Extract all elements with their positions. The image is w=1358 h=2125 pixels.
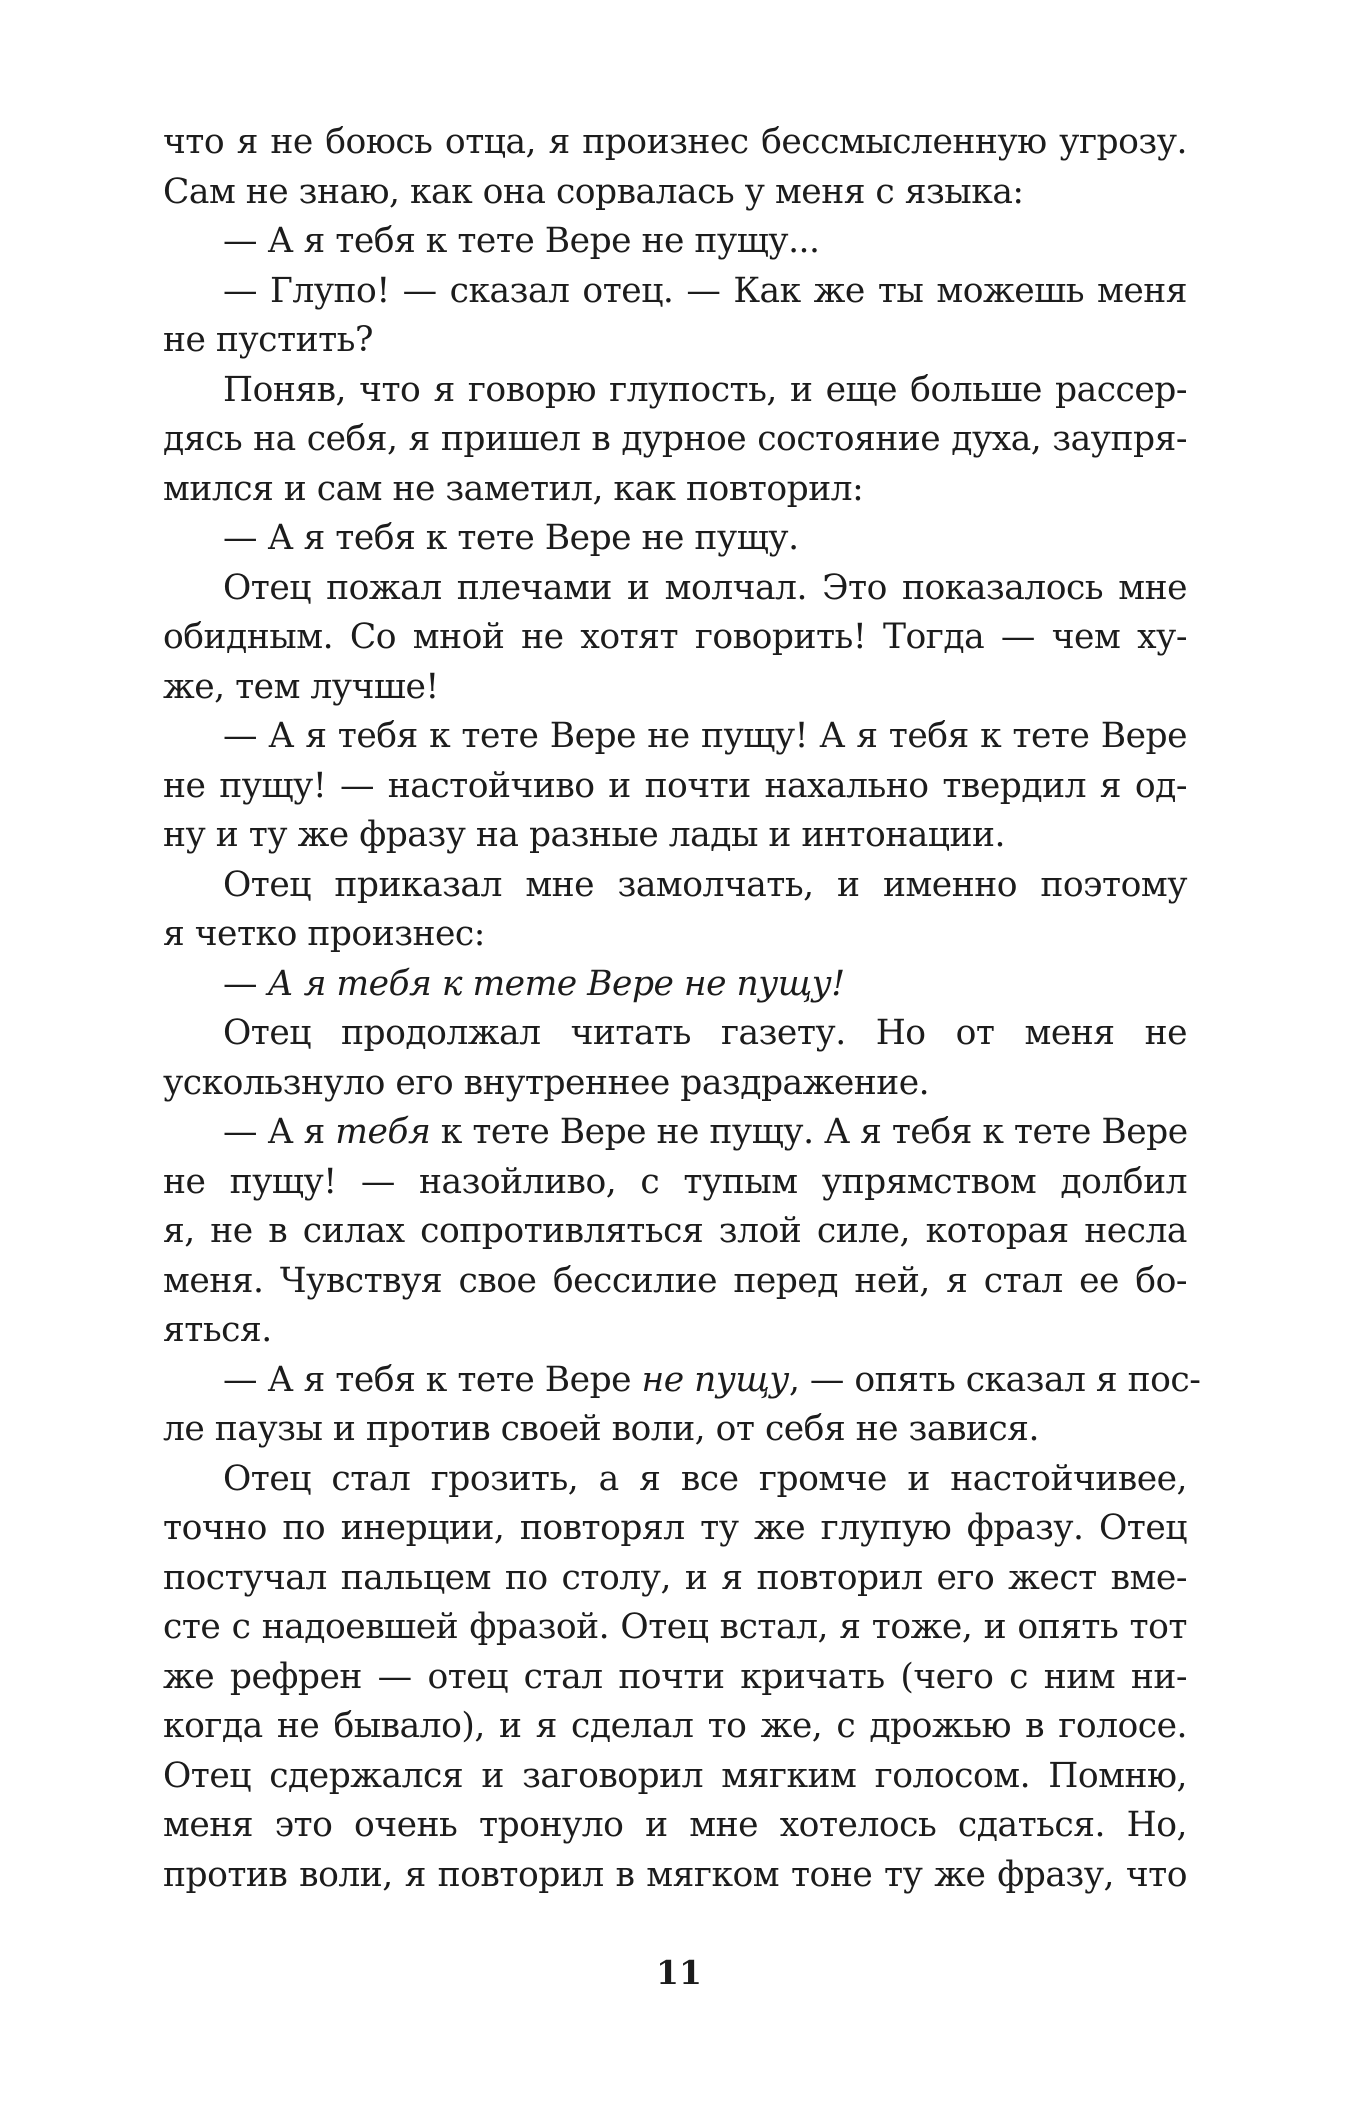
page-number: 11 [656,1953,702,1992]
text-line [163,1504,1187,1554]
text-line [163,1108,1187,1158]
text-segment: Сам не знаю, как она сорвалась у меня с языка: [163,171,1024,212]
text-segment: против воли, я повторил в мягком тоне ту же фразу, что [163,1854,1187,1895]
text-segment: же, тем лучше! [163,666,439,707]
text-line [163,1207,1187,1257]
page-text [163,118,1201,1900]
text-line [163,811,1187,861]
text-line [163,1009,1187,1059]
text-line [163,1851,1187,1901]
text-segment: ну и ту же фразу на разные лады и интонации. [163,815,1005,855]
text-segment: же рефрен — отец стал почти кричать (чего с ним ни- [163,1656,1187,1697]
text-line [163,415,1187,465]
italic-text: А я тебя к тете Вере не пущу! [267,963,845,1004]
text-line [163,1752,1187,1802]
italic-text: тебя [335,1112,431,1152]
text-segment: — А я тебя к тете Вере не пущу... [223,221,820,261]
text-line [163,712,1187,762]
text-segment: я, не в силах сопротивляться злой силе, которая несла [163,1211,1187,1251]
text-line [163,1653,1187,1703]
text-segment: — [223,963,268,1004]
text-segment: Отец пожал плечами и молчал. Это показалось мне [223,567,1187,608]
text-line [163,465,1187,515]
text-segment: не пущу! — настойчиво и почти нахально твердил я од- [163,765,1187,806]
text-line [163,1455,1187,1505]
text-segment: меня. Чувствуя свое бессилие перед ней, я стал ее бо- [163,1260,1187,1301]
text-segment: ускользнуло его внутреннее раздражение. [163,1062,930,1103]
text-segment: обидным. Со мной не хотят говорить! Тогда — чем ху- [163,617,1187,657]
text-line [163,1257,1187,1307]
text-segment: , — опять сказал я пос- [788,1359,1201,1400]
text-segment: Отец сдержался и заговорил мягким голосом. Помню, [163,1755,1187,1796]
text-segment: — А я [223,1112,336,1152]
text-line [163,910,1187,960]
text-segment: постучал пальцем по столу, и я повторил его жест вме- [163,1557,1187,1598]
text-segment: Отец продолжал читать газету. Но от меня не [223,1013,1187,1053]
text-line [163,168,1187,218]
text-segment: сте с надоевшей фразой. Отец встал, я тоже, и опять тот [163,1607,1187,1647]
text-line [163,1356,1201,1406]
text-line [163,564,1187,614]
text-segment: меня это очень тронуло и мне хотелось сдаться. Но, [163,1805,1187,1845]
text-line [163,1801,1187,1851]
text-segment: не пустить? [163,320,373,360]
text-segment: мился и сам не заметил, как повторил: [163,468,864,509]
text-segment: не пущу! — назойливо, с тупым упрямством долбил [163,1161,1187,1202]
text-line [163,1603,1187,1653]
text-line [163,316,1187,366]
text-segment: яться. [163,1310,272,1350]
text-line [163,366,1187,416]
text-line [163,1059,1187,1109]
text-segment: дясь на себя, я пришел в дурное состояние духа, заупря- [163,419,1187,459]
text-segment: точно по инерции, повторял ту же глупую фразу. Отец [163,1508,1187,1548]
text-segment: что я не боюсь отца, я произнес бессмысленную угрозу. [163,122,1187,162]
text-segment: Поняв, что я говорю глупость, и еще больше рассер- [223,369,1187,410]
text-line [163,960,1187,1010]
text-segment: к тете Вере не пущу. А я тебя к тете Вере [430,1112,1188,1152]
text-segment: — А я тебя к тете Вере [223,1359,642,1400]
text-segment: — Глупо! — сказал отец. — Как же ты можешь меня [223,270,1187,311]
text-line [163,663,1187,713]
text-segment: — А я тебя к тете Вере не пущу. [223,518,799,558]
text-line [163,1158,1187,1208]
text-line [163,762,1187,812]
text-segment: Отец приказал мне замолчать, и именно поэтому [223,864,1187,905]
text-line [163,1306,1187,1356]
text-line [163,861,1187,911]
text-line [163,1405,1187,1455]
text-segment: когда не бывало), и я сделал то же, с дрожью в голосе. [163,1706,1187,1746]
text-line [163,1702,1187,1752]
text-line [163,217,1187,267]
italic-text: не пущу [641,1359,789,1400]
text-line [163,613,1187,663]
text-segment: я четко произнес: [163,914,485,954]
text-line [163,514,1187,564]
text-line [163,118,1187,168]
text-line [163,267,1187,317]
text-segment: Отец стал грозить, а я все громче и настойчивее, [223,1458,1187,1499]
text-segment: — А я тебя к тете Вере не пущу! А я тебя к тете Вере [223,716,1187,756]
text-line [163,1554,1187,1604]
text-segment: ле паузы и против своей воли, от себя не завися. [163,1409,1039,1449]
